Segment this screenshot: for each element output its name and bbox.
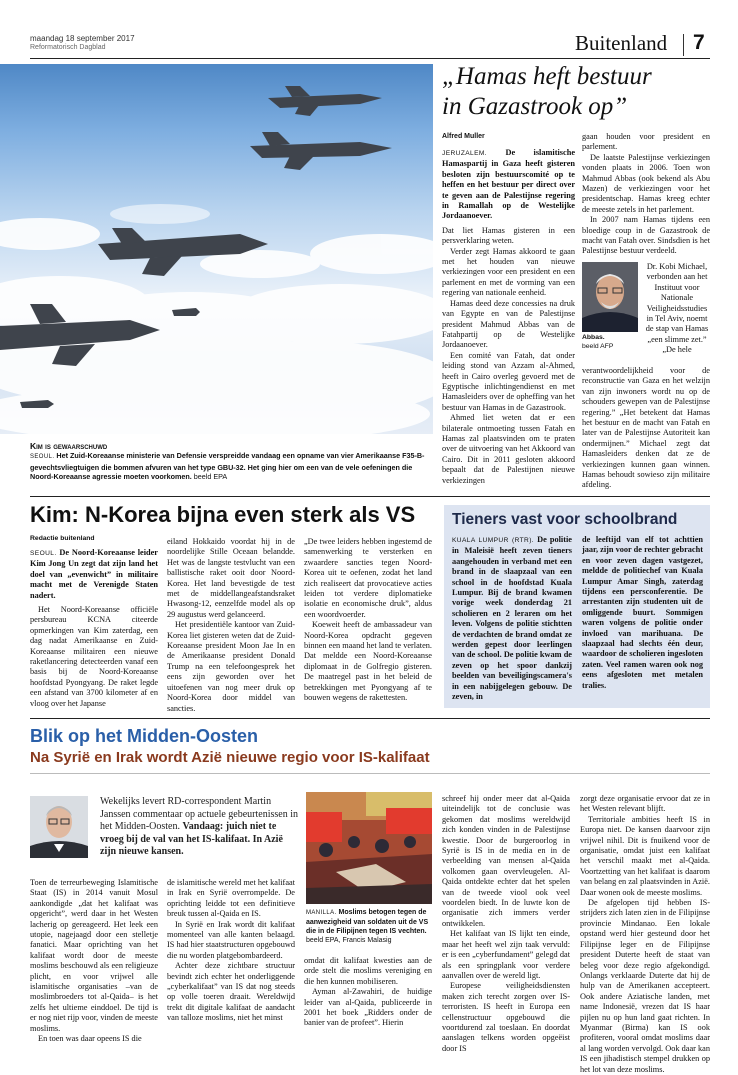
kim-col2 bbox=[167, 537, 295, 717]
blik-col4-p1: schreef hij onder meer dat al-Qaida uiteindelijk tot de conclusie was gekomen dat moslims wereldwijd zich konden vinden in de Palestijnse kwestie. Door de burgeroorlog in Syrië is IS in de media en in de verbeelding van mensen al-Qaida volkomen gaan overvleugelen. Al-Qaida ontdekte echter dat het spelen van de tweede viool ook veel voordelen biedt. In de luwte kon de organisatie zich immers verder ontwikkelen. bbox=[442, 794, 570, 928]
section-title: Buitenland bbox=[575, 31, 668, 55]
kim-col3 bbox=[304, 537, 432, 717]
hamas-col1-p4: Een comité van Fatah, dat onder leiding stond van Azzam al-Ahmed, heeft in Cairo overleg gevoerd met de Egyptische inlichtingendienst en met Hamasleiders over de opheffing van het bestuur van Hamas in de Gazastrook. bbox=[442, 350, 575, 412]
blik-col3 bbox=[304, 956, 432, 1060]
abbas-caption-name: Abbas. bbox=[582, 334, 605, 341]
hamas-col2-side: Dr. Kobi Michael, verbonden aan het Instituut voor Nationale Veiligheidsstudies in Tel Aviv, noemt de stap van Hamas „een slimme zet.” „De hele bbox=[645, 262, 709, 355]
kim-col2-p2: Het presidentiële kantoor van Zuid-Korea liet gisteren weten dat de Zuid-Koreaanse president Moon Jae In en de Amerikaanse president Donald Trump na een telefoongesprek het eens zijn geworden over het uitoefenen van nog meer druk op Noord-Korea door middel van sancties. bbox=[167, 620, 295, 713]
kim-col3-p2: Koeweit heeft de ambassadeur van Noord-Korea opdracht gegeven binnen een maand het land te verlaten. Dat meldde een Noord-Koreaanse diplomaat in de Golfregio gisteren. De maatregel past in het beleid de betrekkingen met Pyongyang af te bouwen wegens de rakettesten. bbox=[304, 620, 432, 703]
tieners-box bbox=[444, 505, 710, 708]
abbas-caption bbox=[582, 334, 613, 351]
blik-headline: Na Syrië en Irak wordt Azië nieuwe regio voor IS-kalifaat bbox=[30, 749, 430, 766]
hamas-col2-bottom: verantwoordelijkheid voor de reconstructie van Gaza en het welzijn van zijn inwoners wordt nu op de schouders gewepen van de Palestijnse regering.” „Het betekent dat Hamas het bestuur en de macht van Fatah en later van de Palestijnse Autoriteit kan ondermijnen.” Michael zegt dat Hamasleiders denken dat ze de verkiezingen kunnen gaan winnen. Hamas behoudt sowieso zijn militaire afdeling. bbox=[582, 366, 710, 490]
kim-col3-p1: „De twee leiders hebben ingestemd de samenwerking te versterken en zwaardere sancties tegen Noord-Korea uit te oefenen, zodat het land zich realiseert dat provocatieve acties leiden tot verdere diplomatieke isolatie en economische druk”, aldus een woordvoerder. bbox=[304, 537, 432, 619]
hamas-col2-top bbox=[582, 132, 710, 258]
blik-kicker: Blik op het Midden-Oosten bbox=[30, 726, 258, 746]
header-paper: Reformatorisch Dagblad bbox=[30, 44, 106, 51]
jets-caption-title: Kim is gewaarschuwd bbox=[30, 441, 108, 451]
blik-col4-p2: Het kalifaat van IS lijkt ten einde, maar het heeft wel zijn taak vervuld: er is een „cyberfundament” gelegd dat als een springplank voor verdere aanvallen over de wereld ligt. bbox=[442, 929, 570, 980]
blik-col3-p2: Ayman al-Zawahiri, de huidige leider van al-Qaida, publiceerde in 2001 het boek „Ridders onder de banier van de profeet”. Hierin bbox=[304, 987, 432, 1028]
hamas-lead: De islamitische Hamaspartij in Gaza heeft gisteren besloten zijn bestuurscomité op te heffen en het bestuur per direct over te geven aan de Palestijnse regering in Ramallah op de Westelijke Jordaanoever. bbox=[442, 148, 576, 221]
page-number: 7 bbox=[693, 31, 705, 54]
blik-intro-bold: Vandaag: juich niet te vroeg bij de val van het IS-kalifaat. In Azië zijn nieuwe kansen. bbox=[100, 821, 283, 858]
blik-col5-p3: De afgelopen tijd hebben IS-strijders zich laten zien in de Filipijnse provincie Mindanao. Een lokale opstand werd hier gesteund door het Filipijnse leger en de Filipijnse president Duterte heeft de staat van beleg voor deze regio afgekondigd. Onlangs verklaarde Duterte dat hij de hulp van de Amerikanen accepteert. Ook andere Aziatische landen, met name Indonesië, vrezen dat IS haar pijlen nu op hun land gaat richten. In Myanmar (Birma) kan IS ook profiteren, vooral omdat moslims daar al lang worden vervolgd. Ook daar kan IS een jihadistisch stempel drukken op het lot van deze moslims. bbox=[580, 898, 710, 1074]
manilla-caption-text: Moslims betogen tegen de aanwezigheid van soldaten uit de VS die in de Filipijnen tegen IS vechten. bbox=[306, 909, 429, 935]
blik-intro-text: Wekelijks levert RD-correspondent Martin Janssen commentaar op actuele gebeurtenissen in het Midden-Oosten. bbox=[100, 796, 298, 833]
manilla-dateline: MANILLA. bbox=[306, 910, 337, 916]
abbas-caption-credit: beeld AFP bbox=[582, 342, 614, 350]
hamas-dateline: JERUZALEM. bbox=[442, 150, 488, 157]
tieners-col2: de leeftijd van elf tot achttien jaar, zijn voor de rechter gebracht en voor zeven dagen vastgezet, meldde de politiechef van Kuala Lumpur Amar Singh, zaterdag tijdens een persconferentie. De arrestanten zijn studenten uit de omliggende buurt. Sommigen waren volgens de politie onder invloed van marihuana. De slaapzaal had slechts één deur, waardoor de scholieren ingesloten zaten. Veel ramen waren ook nog eens afgesloten met metalen tralies. bbox=[582, 535, 703, 690]
kim-col2-p1: eiland Hokkaido voordat hij in de noordelijke Stille Oceaan belandde. Het was de langste testvlucht van een ballistische raket ooit door Noord-Korea. Het land bevestigde de test met de middellangeafstandsraket Hwasong-12, eenzelfde model als op 29 augustus werd gelanceerd. bbox=[167, 537, 295, 619]
kim-dateline: SEOUL. bbox=[30, 550, 57, 557]
hamas-headline-line2: in Gazastrook op” bbox=[442, 93, 628, 120]
hamas-col2-p3: In 2007 nam Hamas tijdens een bloedige coup in de Gazastrook de macht van Fatah over. Sindsdien is het Palestijnse bestuur verdeeld. bbox=[582, 215, 710, 256]
hamas-col2-p2: De laatste Palestijnse verkiezingen vonden plaats in 2006. Toen won Mahmud Abbas (ook bekend als Abu Mazen) de verkiezingen voor het presidentschap. Hamas kreeg echter de meeste zetels in het parlement. bbox=[582, 152, 710, 214]
blik-col5-p2: Territoriale ambities heeft IS in Europa niet. De kansen daarvoor zijn vrijwel nihil. Dit is fnuikend voor de organisatie, omdat juist een kalifaat het verschil maakt met al-Qaida. Voortzetting van het kalifaat is daarom van belang en zal plaatsvinden in Azië. Daar wonen ook de meeste moslims. bbox=[580, 814, 710, 897]
blik-col1-p2: En toen was daar opeens IS die bbox=[38, 1034, 142, 1044]
kim-lead: De Noord-Koreaanse leider Kim Jong Un zegt dat zijn land het doel van „evenwicht” in militaire macht met de Verenigde Staten nadert. bbox=[30, 548, 158, 600]
manilla-caption-credit: beeld EPA, Francis Malasig bbox=[306, 937, 392, 944]
blik-col4 bbox=[442, 794, 570, 1060]
blik-col2-p2: In Syrië en Irak wordt dit kalifaat momenteel van alle kanten belaagd. IS had hier staatstructuren opgebouwd die nu worden platgebombardeerd. bbox=[167, 919, 295, 960]
hamas-col1-p2: Verder zegt Hamas akkoord te gaan met het houden van nieuwe verkiezingen voor een president en een parlement en met de vorming van een regering van nationale eenheid. bbox=[442, 246, 575, 298]
manilla-caption bbox=[306, 908, 434, 945]
blik-col1-p1: Toen de terreurbeweging Islamitische Staat (IS) in 2014 vanuit Mosul aankondigde „dat het kalifaat was opgericht”, werd daar in het Westen lacherig op gereageerd. Het leek een utopie, nagejaagd door een stelletje fanatici. Maar oprichting van het kalifaat wordt door de meeste moslims beschouwd als een religieuze plicht, en voor vrijwel alle islamitische organisaties –van de moslimbroeders tot al-Qaida– is het zelfs het ultieme einddoel. De tijd is er nog niet rijp voor, vinden de meeste moslims. bbox=[30, 878, 158, 1033]
kim-headline: Kim: N-Korea bijna even sterk als VS bbox=[30, 502, 416, 527]
jets-caption-text: Het Zuid-Koreaanse ministerie van Defensie verspreidde vandaag een opname van vier Amerikaanse F35-B-gevechtsvliegtuigen die bommen afvuren van het type GBU-32. Het ging hier om een van de vele oefeningen die Noord-Koreaanse agressie moeten voorkomen. bbox=[30, 451, 425, 482]
tieners-headline: Tieners vast voor schoolbrand bbox=[452, 511, 678, 528]
blik-intro bbox=[100, 796, 300, 859]
jets-caption-credit: beeld EPA bbox=[193, 472, 228, 482]
author-photo bbox=[30, 796, 88, 858]
abbas-photo bbox=[582, 262, 638, 332]
kim-col1 bbox=[30, 548, 158, 718]
tieners-col1-text: De politie in Maleisië heeft zeven tieners aangehouden in verband met een brand in de slaapzaal van een school in de hoofdstad Kuala Lumpur. Bij de brand kwamen vorige week donderdag 21 scholieren en 2 leraren om het leven. Volgens de politie stichtten de verdachten de brand omdat ze werden gepest door leerlingen van de school. De politie kwam de zeven op het spoor dankzij beelden van beveiligingscamera's in een nabijgelegen gebouw. De zeven, in bbox=[452, 535, 572, 702]
blik-col4-p3: Europese veiligheidsdiensten maken zich terecht zorgen over IS-terroristen. IS heeft in Europa een cellenstructuur opgebouwd die voortdurend zal toeslaan. En doordat aanslagen telkens worden opgeëist door IS bbox=[442, 981, 570, 1053]
hamas-headline bbox=[442, 62, 714, 122]
tieners-col1 bbox=[452, 535, 572, 707]
hamas-col2-p1: gaan houden voor president en parlement. bbox=[582, 132, 710, 152]
hamas-col1-p3: Hamas deed deze concessies na druk van Egypte en van de Palestijnse president Mahmud Abbas van de Fatahpartij op de Westelijke Jordaanoever. bbox=[442, 298, 575, 350]
hamas-author: Alfred Muller bbox=[442, 133, 485, 140]
header-date: maandag 18 september 2017 bbox=[30, 34, 135, 43]
jets-caption-dateline: SEOUL. bbox=[30, 454, 55, 461]
kim-author: Redactie buitenland bbox=[30, 535, 95, 542]
kim-col1-p1: Het Noord-Koreaanse officiële persbureau KCNA citeerde opmerkingen van Kim zaterdag, een dag nadat Amerikaanse en Zuid-Koreaanse militairen een nieuwe raketlancering detecteerden vanaf een basis bij de Noord-Koreaanse hoofdstad Pyongyang. De raket legde een afstand van 3700 kilometer af en vloog over het Japanse bbox=[30, 605, 158, 708]
hamas-col1-p1: Dat liet Hamas gisteren in een persverklaring weten. bbox=[442, 225, 575, 246]
hamas-col1 bbox=[442, 148, 575, 488]
blik-col2-p1: de islamitische wereld met het kalifaat in Irak en Syrië overrompelde. De oprichting leidde tot een definitieve breuk tussen al-Qaida en IS. bbox=[167, 878, 295, 919]
manilla-photo bbox=[306, 792, 432, 904]
blik-col2 bbox=[167, 878, 295, 1058]
hamas-headline-line1: „Hamas heft bestuur bbox=[442, 63, 652, 90]
hamas-col1-p5: Ahmed liet weten dat er een bilaterale ontmoeting tussen Fatah en Hamas zal plaatsvinden om te praten over de uitvoering van het Akkoord van Cairo. Dit in 2011 gesloten akkoord bepaalt dat de Palestijnen nieuwe verkiezingen bbox=[442, 413, 575, 485]
tieners-dateline: KUALA LUMPUR (RTR). bbox=[452, 537, 535, 544]
blik-col5 bbox=[580, 794, 710, 1074]
jets-photo bbox=[0, 64, 433, 434]
jets-caption bbox=[30, 442, 430, 482]
blik-col2-p3: Achter deze zichtbare structuur bevindt zich echter het onderliggende „cyberkalifaat” van IS dat nog steeds op volle toeren draait. Wereldwijd trekt dit digitale kalifaat de aandacht van talloze moslims, niet het minst bbox=[167, 961, 295, 1023]
blik-col1 bbox=[30, 878, 158, 1058]
blik-col5-p1: zorgt deze organisatie ervoor dat ze in het Westen relevant blijft. bbox=[580, 794, 710, 814]
blik-col3-p1: omdat dit kalifaat kwesties aan de orde stelt die moslims vereniging en die hen kunnen mobiliseren. bbox=[304, 956, 432, 986]
